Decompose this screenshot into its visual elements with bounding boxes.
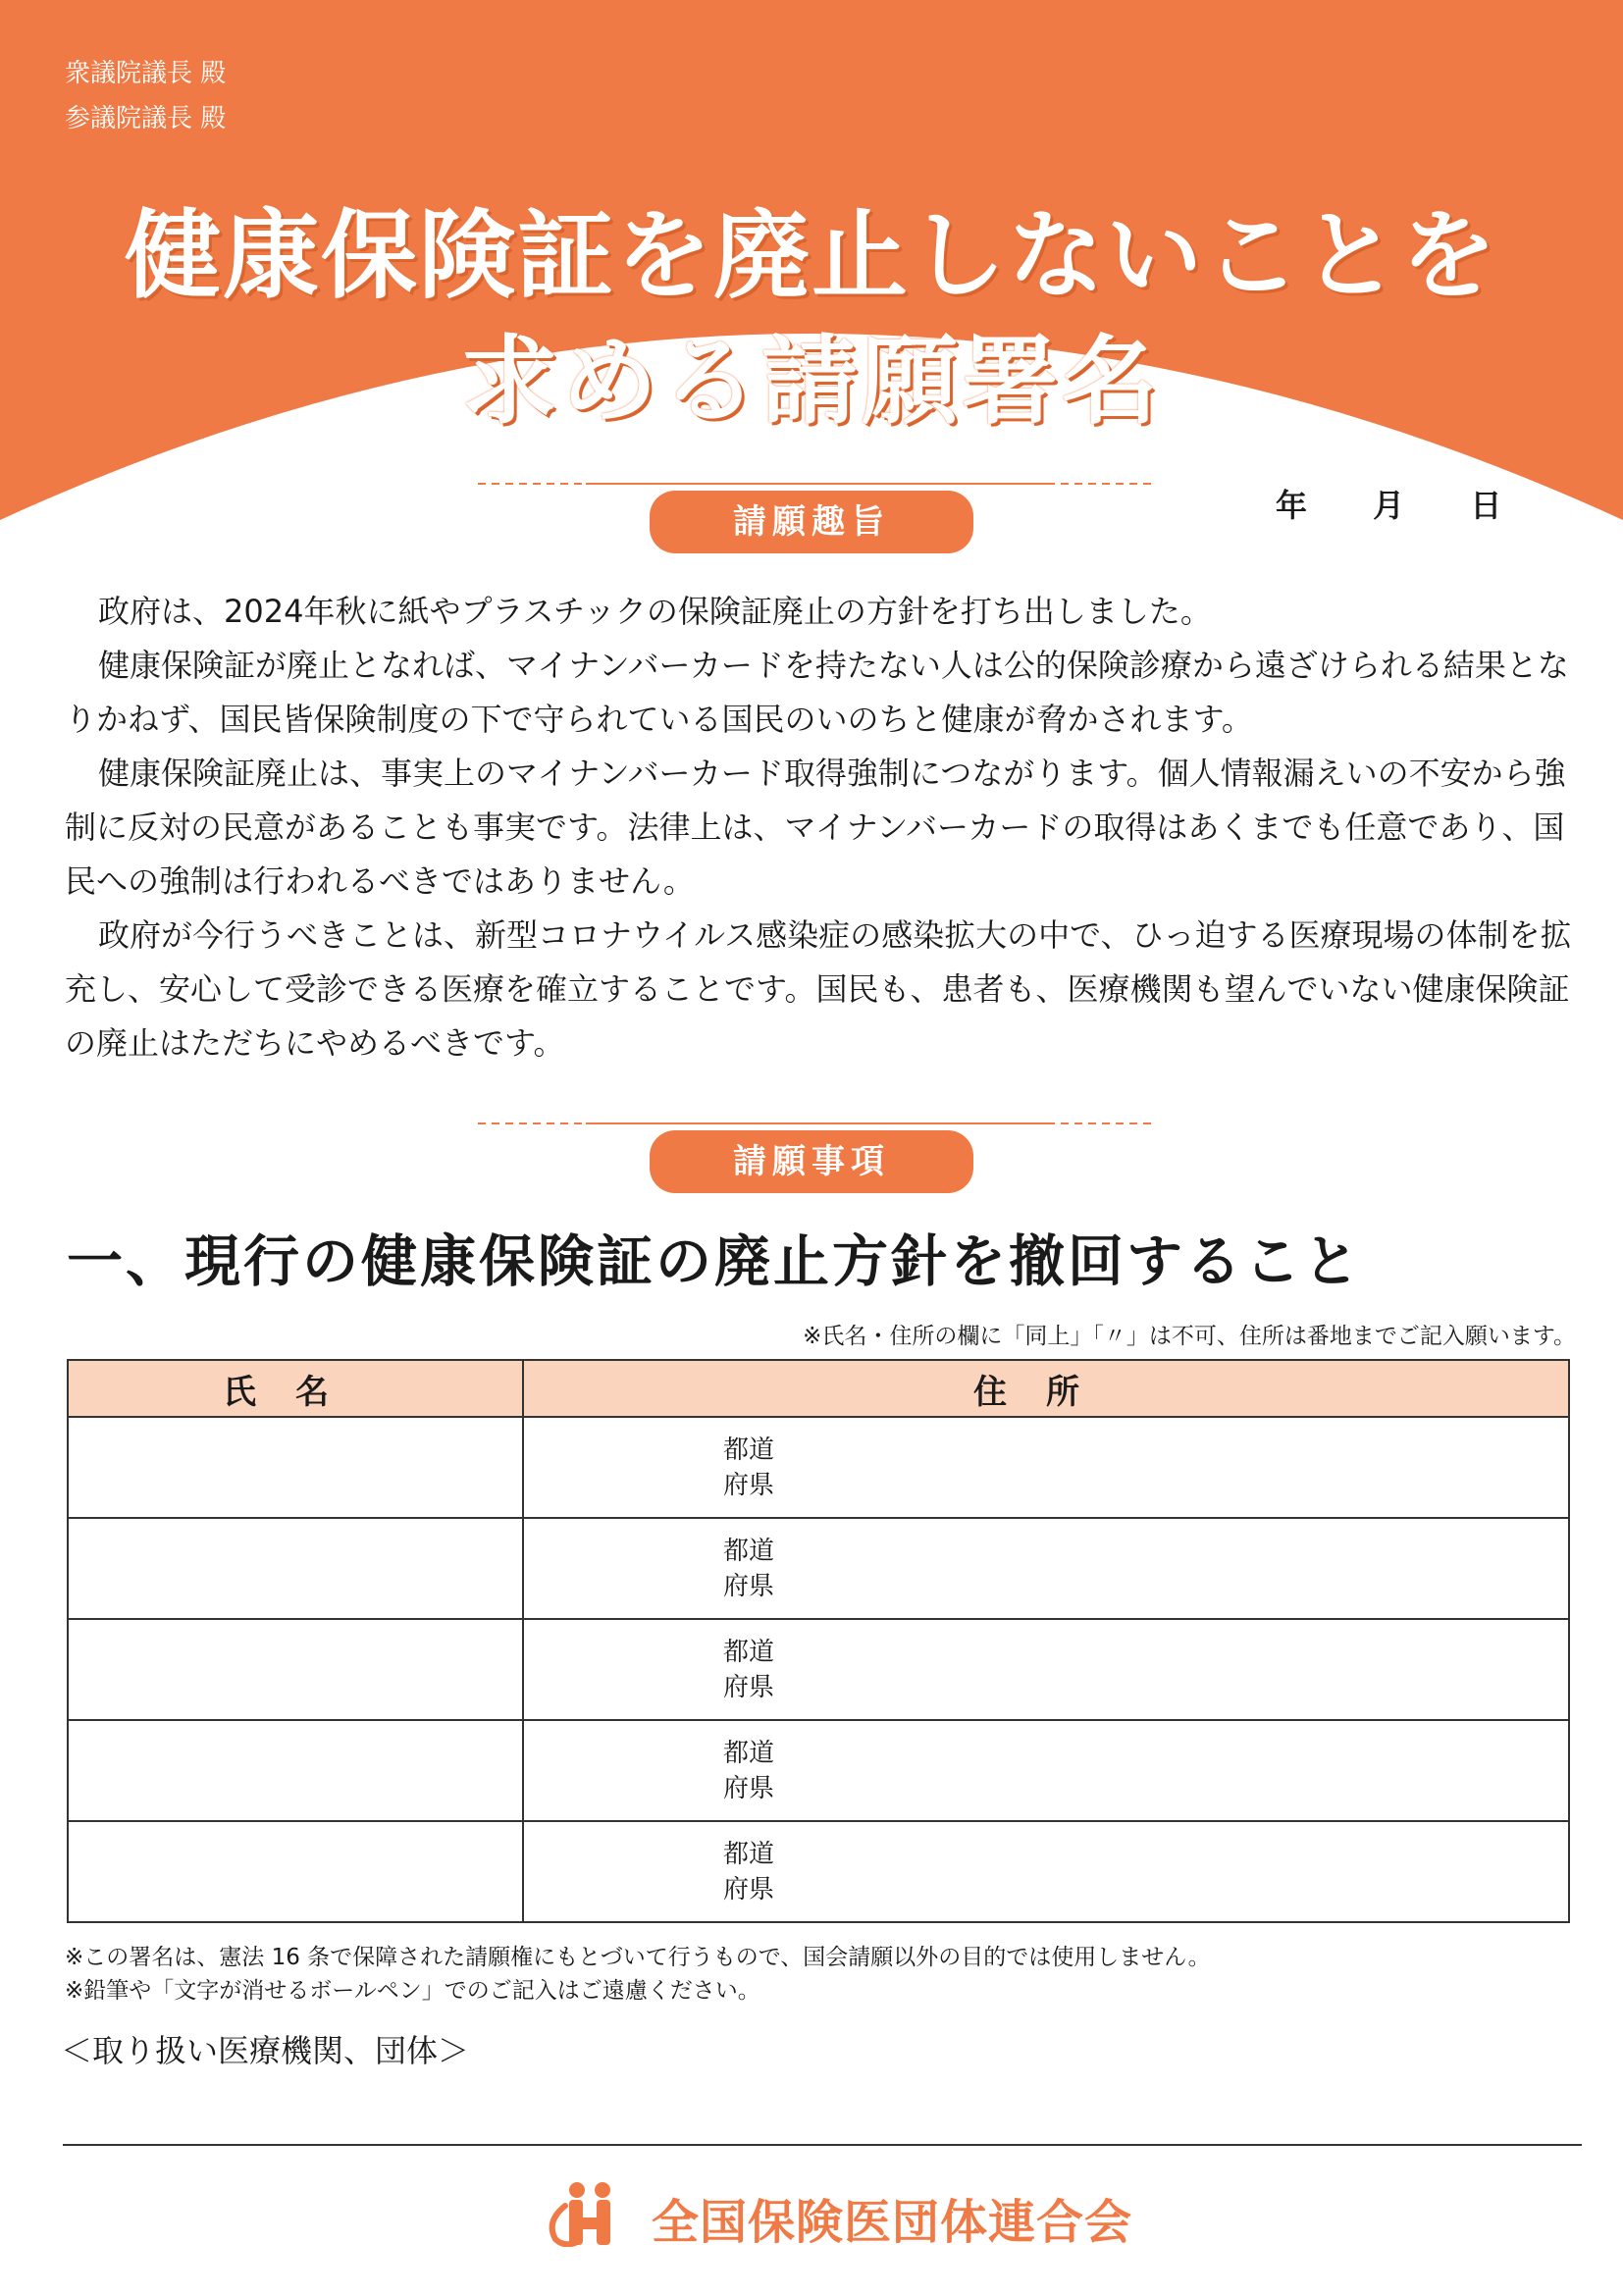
purpose-divider (478, 483, 1155, 485)
date-line (1276, 481, 1556, 526)
addressee-house-of-representatives: 衆議院議長 殿 (65, 59, 227, 88)
address-cell[interactable] (523, 1518, 1569, 1619)
column-header-name: 氏名 (68, 1360, 523, 1417)
address-cell[interactable] (523, 1619, 1569, 1720)
table-header-row (68, 1360, 1569, 1417)
address-cell[interactable] (523, 1821, 1569, 1922)
prefecture-label: 都道 (723, 1536, 775, 1566)
table-row (68, 1417, 1569, 1518)
petition-item: 一、現行の健康保険証の廃止方針を撤回すること (67, 1229, 1362, 1294)
addressees (65, 51, 226, 141)
name-cell[interactable] (68, 1518, 523, 1619)
prefecture-label: 都道 (723, 1435, 775, 1465)
address-cell[interactable] (523, 1720, 1569, 1821)
purpose-heading: 請願趣旨 (650, 491, 973, 553)
name-cell[interactable] (68, 1417, 523, 1518)
purpose-paragraph: 政府が今行うべきことは、新型コロナウイルス感染症の感染拡大の中で、ひっ迫する医療現場の体制を拡充し、安心して受診できる医療を確立することです。国民も、患者も、医療機関も望んでいない健康保険証の廃止はただちにやめるべきです。 (65, 916, 1572, 1062)
prefecture-label: 都道 (723, 1637, 775, 1667)
petition-divider (478, 1122, 1155, 1124)
petition-heading: 請願事項 (650, 1130, 973, 1193)
table-row (68, 1518, 1569, 1619)
title-line-2: 求める請願署名 (460, 326, 1162, 438)
prefecture-label: 府県 (723, 1874, 775, 1905)
prefecture-label: 府県 (723, 1773, 775, 1803)
addressee-house-of-councillors: 参議院議長 殿 (65, 104, 227, 133)
name-cell[interactable] (68, 1821, 523, 1922)
title-line-1: 健康保険証を廃止しないことを (124, 200, 1498, 312)
purpose-paragraph: 政府は、2024年秋に紙やプラスチックの保険証廃止の方針を打ち出しました。 (98, 593, 1212, 630)
handler-label: ＜取り扱い医療機関、団体＞ (61, 2032, 470, 2069)
usage-note: ※この署名は、憲法 16 条で保障された請願権にもとづいて行うもので、国会請願以外の目的では使用しません。 (65, 1945, 1211, 1970)
date-year: 年 (1276, 487, 1308, 524)
name-cell[interactable] (68, 1619, 523, 1720)
name-cell[interactable] (68, 1720, 523, 1821)
footer-divider (63, 2144, 1582, 2146)
column-header-address: 住所 (523, 1360, 1569, 1417)
date-day: 日 (1470, 487, 1502, 524)
purpose-paragraph: 健康保険証廃止は、事実上のマイナンバーカード取得強制につながります。個人情報漏えいの不安から強制に反対の民意があることも事実です。法律上は、マイナンバーカードの取得はあくまでも任意であり、国民への強制は行われるべきではありません。 (65, 755, 1566, 900)
address-cell[interactable] (523, 1417, 1569, 1518)
entry-note: ※氏名・住所の欄に「同上」「〃」は不可、住所は番地までご記入願います。 (803, 1324, 1576, 1349)
prefecture-label: 府県 (723, 1470, 775, 1500)
prefecture-label: 府県 (723, 1571, 775, 1601)
table-row (68, 1720, 1569, 1821)
purpose-text (65, 585, 1576, 1070)
signature-table (67, 1359, 1570, 1923)
purpose-paragraph: 健康保険証が廃止となれば、マイナンバーカードを持たない人は公的保険診療から遠ざけられる結果となりかねず、国民皆保険制度の下で守られている国民のいのちと健康が脅かされます。 (65, 647, 1569, 738)
pen-note: ※鉛筆や「文字が消せるボールペン」でのご記入はご遠慮ください。 (65, 1978, 760, 2004)
prefecture-label: 都道 (723, 1839, 775, 1869)
table-row (68, 1619, 1569, 1720)
prefecture-label: 都道 (723, 1738, 775, 1768)
organization-name: 全国保険医団体連合会 (652, 2195, 1133, 2250)
date-month: 月 (1373, 487, 1405, 524)
table-row (68, 1821, 1569, 1922)
prefecture-label: 府県 (723, 1672, 775, 1702)
hodanren-logo-icon (542, 2178, 640, 2247)
